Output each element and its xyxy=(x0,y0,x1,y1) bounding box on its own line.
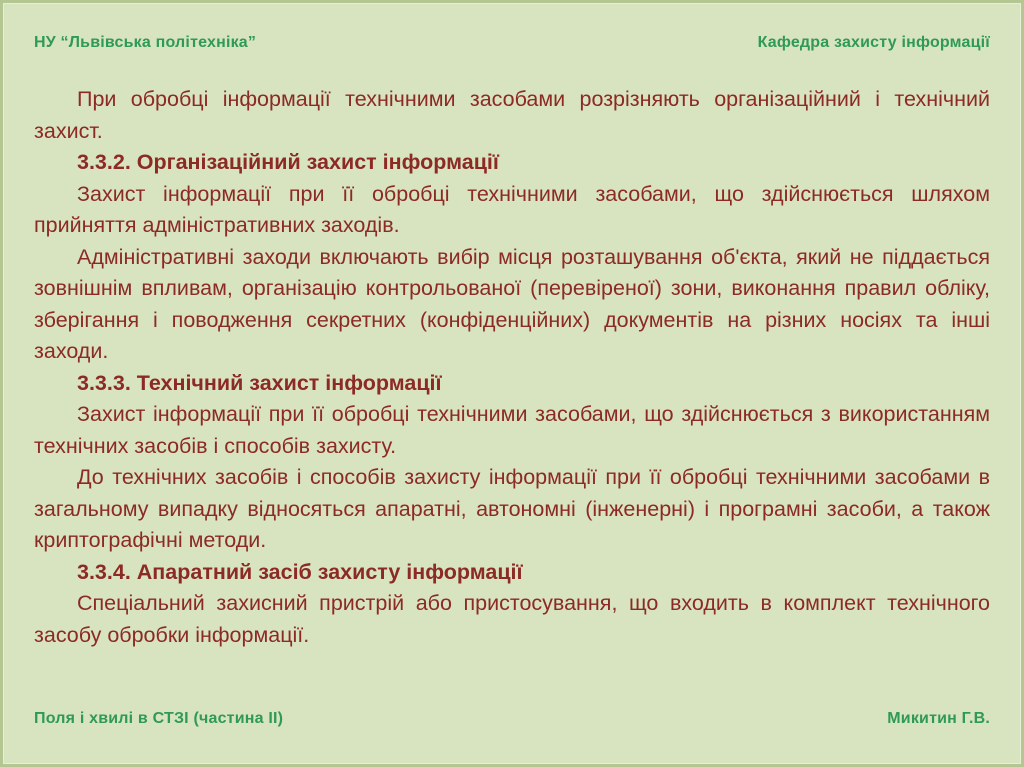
slide-body xyxy=(34,84,990,651)
slide-footer xyxy=(34,710,990,728)
slide-header xyxy=(3,3,1021,52)
header-university-name: НУ “Львівська політехніка” xyxy=(34,34,257,51)
body-paragraph: Захист інформації при її обробці технічними засобами, що здійснюється шляхом прийняття адміністративних заходів. xyxy=(34,181,990,237)
section-heading: 3.3.3. Технічний захист інформації xyxy=(77,370,442,395)
footer-author-name: Микитин Г.В. xyxy=(887,710,990,727)
body-paragraph: Спеціальний захисний пристрій або пристосування, що входить в комплект технічного засобу обробки інформації. xyxy=(34,591,990,647)
body-paragraph: До технічних засобів і способів захисту інформації при її обробці технічними засобами в загальному випадку відносяться апаратні, автономні (інженерні) і програмні засоби, а також криптографічні методи. xyxy=(34,465,990,552)
body-paragraph: При обробці інформації технічними засобами розрізняють організаційний і технічний захист. xyxy=(34,87,990,143)
header-department-name: Кафедра захисту інформації xyxy=(757,34,990,51)
footer-course-title: Поля і хвилі в СТЗІ (частина II) xyxy=(34,710,284,727)
body-paragraph: Захист інформації при її обробці технічними засобами, що здійснюється з використанням технічних засобів і способів захисту. xyxy=(34,402,990,458)
body-paragraph: Адміністративні заходи включають вибір місця розташування об'єкта, який не піддається зовнішнім впливам, організацію контрольованої (перевіреної) зони, виконання правил обліку, зберігання і поводження секретних (конфіденційних) документів на різних носіях та інші заходи. xyxy=(34,244,990,363)
section-heading: 3.3.4. Апаратний засіб захисту інформації xyxy=(77,559,523,584)
section-heading: 3.3.2. Організаційний захист інформації xyxy=(77,150,499,174)
